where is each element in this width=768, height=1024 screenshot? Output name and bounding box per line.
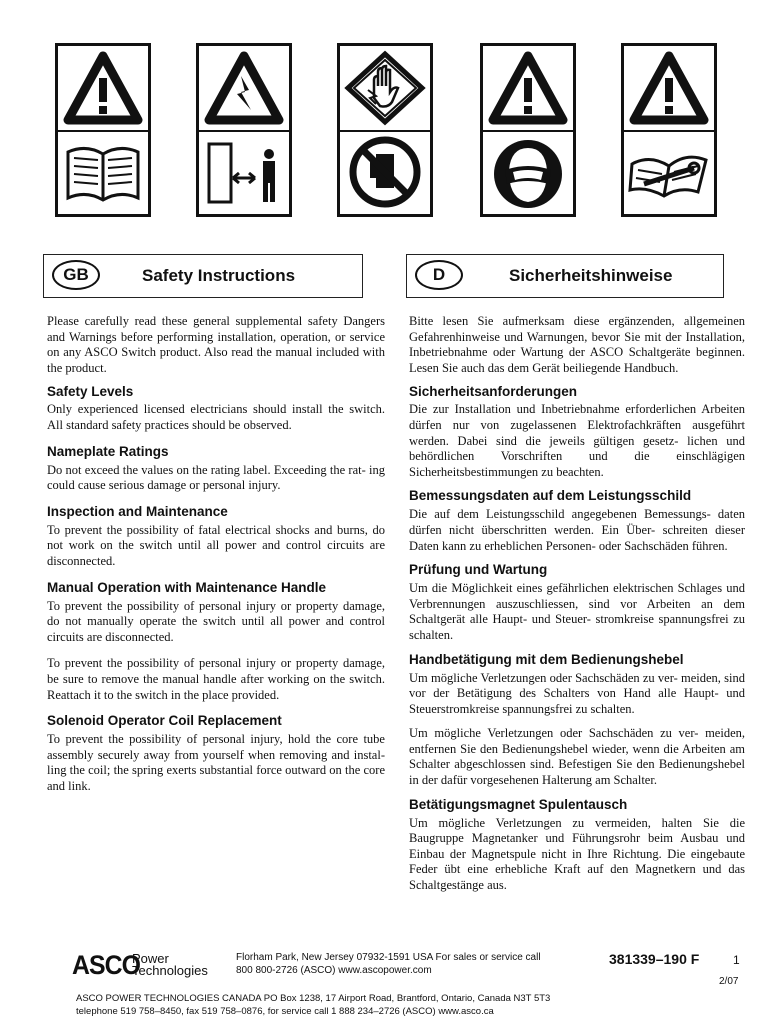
page-footer xyxy=(0,940,768,1024)
paragraph-manual-operation-2: Um mögliche Verletzungen oder Sachschäden zu ver- meiden, entfernen Sie den Bedienungshebel wieder, wenn die Arbeiten am Schalter abgeschlossen sind. Befestigen Sie den Bedienungshebel in der dafür vorgesehenen Halterung am Schalter. xyxy=(409,726,745,788)
heading-solenoid-coil: Solenoid Operator Coil Replacement xyxy=(47,713,282,729)
asco-logo xyxy=(72,950,208,981)
paragraph-inspection: To prevent the possibility of fatal electrical shocks and burns, do not work on the switch until all power and control circuits are disconnected. xyxy=(47,522,385,568)
paragraph-manual-operation-1: To prevent the possibility of personal injury or property damage, do not manually operate the switch until all power and control circuits are disconnected. xyxy=(47,598,385,644)
paragraph-safety-requirements: Die zur Installation und Inbetriebnahme erforderlichen Arbeiten dürfen nur von zugelassenen Elektrofachkräften ausgeführt werden. Dabei sind die jeweils gültigen gesetz- lichen und behördlichen Vorschriften und die einschlägigen Sicherheitsbestimmungen zu beachten. xyxy=(409,402,745,479)
manual-book-icon xyxy=(58,130,148,214)
intro-paragraph: Bitte lesen Sie aufmerksam diese ergänzenden, allgemeinen Gefahrenhinweise und Warnungen, bevor Sie mit der Installation, Inbetriebnahme oder Wartung der ASCO Schaltgeräte beginnen. Lesen Sie auch das dem Gerät beiliegende Handbuch. xyxy=(409,314,745,375)
heading-manual-operation: Manual Operation with Maintenance Handle xyxy=(47,579,327,595)
icon-card-electric xyxy=(196,43,292,217)
heading-rating-data: Bemessungsdaten auf dem Leistungsschild xyxy=(409,488,692,504)
safety-goggles-icon xyxy=(483,130,573,214)
page-number: 1 xyxy=(733,953,740,967)
usa-address: Florham Park, New Jersey 07932-1591 USA For sales or service call 800 800-2726 (ASCO) www.ascopower.com xyxy=(236,952,541,976)
logo-wordmark: ASCO xyxy=(72,950,141,980)
paragraph-manual-operation-2: To prevent the possibility of personal injury or property damage, be sure to remove the manual handle after working on the switch. Reattach it to the switch in the place provided. xyxy=(47,656,385,702)
heading-inspection: Prüfung und Wartung xyxy=(409,562,548,578)
no-touch-icon xyxy=(340,130,430,214)
heading-solenoid-coil: Betätigungsmagnet Spulentausch xyxy=(409,796,628,812)
paragraph-inspection: Um die Möglichkeit eines gefährlichen elektrischen Schlages und Verbrennungen auszuschliessen, sind vor Arbeiten an dem Schaltgerät alle Haupt- und Steuer- stromkreise spannungsfrei zu schalten. xyxy=(409,581,745,642)
heading-manual-operation: Handbetätigung mit dem Bedienungshebel xyxy=(409,651,684,667)
manual-tools-icon xyxy=(624,130,714,214)
icon-card-read-manual xyxy=(55,43,151,217)
icon-card-hand-hazard xyxy=(337,43,433,217)
safety-icon-strip xyxy=(55,43,715,218)
heading-inspection: Inspection and Maintenance xyxy=(47,503,228,519)
warning-triangle-icon xyxy=(58,46,148,132)
language-code-badge: GB xyxy=(52,260,100,290)
document-number: 381339–190 F xyxy=(609,951,700,967)
paragraph-manual-operation-1: Um mögliche Verletzungen oder Sachschäden zu ver- meiden, sind vor der Betätigung des Schalters von Hand alle Haupt- und Steuerstromkreise spannungsfrei zu schalten. xyxy=(409,670,745,716)
paragraph-nameplate-ratings: Do not exceed the values on the rating label. Exceeding the rat- ing could cause serious damage or personal injury. xyxy=(47,462,385,493)
paragraph-solenoid-coil: Um mögliche Verletzungen zu vermeiden, halten Sie die Baugruppe Magnetanker und Führungsrohr beim Ausbau und Einbau der Magnetspule nicht in Ihre Richtung. Die eingebaute Feder übt eine erhebliche Kraft auf den Magnetkern und das Schaltgestänge aus. xyxy=(409,815,745,893)
heading-safety-requirements: Sicherheitsanforderungen xyxy=(409,384,578,400)
section-header-english xyxy=(43,254,363,298)
intro-paragraph: Please carefully read these general supplemental safety Dangers and Warnings before performing installation, operation, or service on any ASCO Switch product. Also read the manual included with the product. xyxy=(47,314,385,375)
heading-nameplate-ratings: Nameplate Ratings xyxy=(47,443,169,459)
hand-crush-hazard-icon xyxy=(340,46,430,132)
logo-subtitle: Power Technologies xyxy=(132,951,208,978)
heading-safety-levels: Safety Levels xyxy=(47,384,134,400)
electric-hazard-icon xyxy=(199,46,289,132)
english-column xyxy=(47,314,385,794)
section-title: Sicherheitshinweise xyxy=(509,266,673,285)
icon-card-service-manual xyxy=(621,43,717,217)
icon-card-eye-protection xyxy=(480,43,576,217)
paragraph-safety-levels: Only experienced licensed electricians should install the switch. All standard safety practices should be observed. xyxy=(47,402,385,432)
section-title: Safety Instructions xyxy=(142,266,296,285)
german-column xyxy=(409,314,745,894)
warning-triangle-icon xyxy=(624,46,714,132)
paragraph-solenoid-coil: To prevent the possibility of personal injury, hold the core tube assembly securely away from yourself when removing and instal- ling the coil; the spring exerts substantial force outward on the core and link. xyxy=(47,732,385,793)
language-code-badge: D xyxy=(415,260,463,290)
warning-triangle-icon xyxy=(483,46,573,132)
keep-distance-icon xyxy=(199,130,289,214)
canada-address: ASCO POWER TECHNOLOGIES CANADA PO Box 1238, 17 Airport Road, Brantford, Ontario, Canada N3T 5T3 telephone 519 758–8450, fax 519 758–0876, for service call 1 888 234–2726 (ASCO) www.asco.ca xyxy=(76,993,551,1017)
revision-date: 2/07 xyxy=(719,976,739,987)
paragraph-rating-data: Die auf dem Leistungsschild angegebenen Bemessungs- daten dürfen nicht überschritten werden. Ein Über- schreiten dieser Daten kann zu erheblichen Personen- oder Sachschäden führen. xyxy=(409,507,745,553)
section-header-german xyxy=(406,254,724,298)
